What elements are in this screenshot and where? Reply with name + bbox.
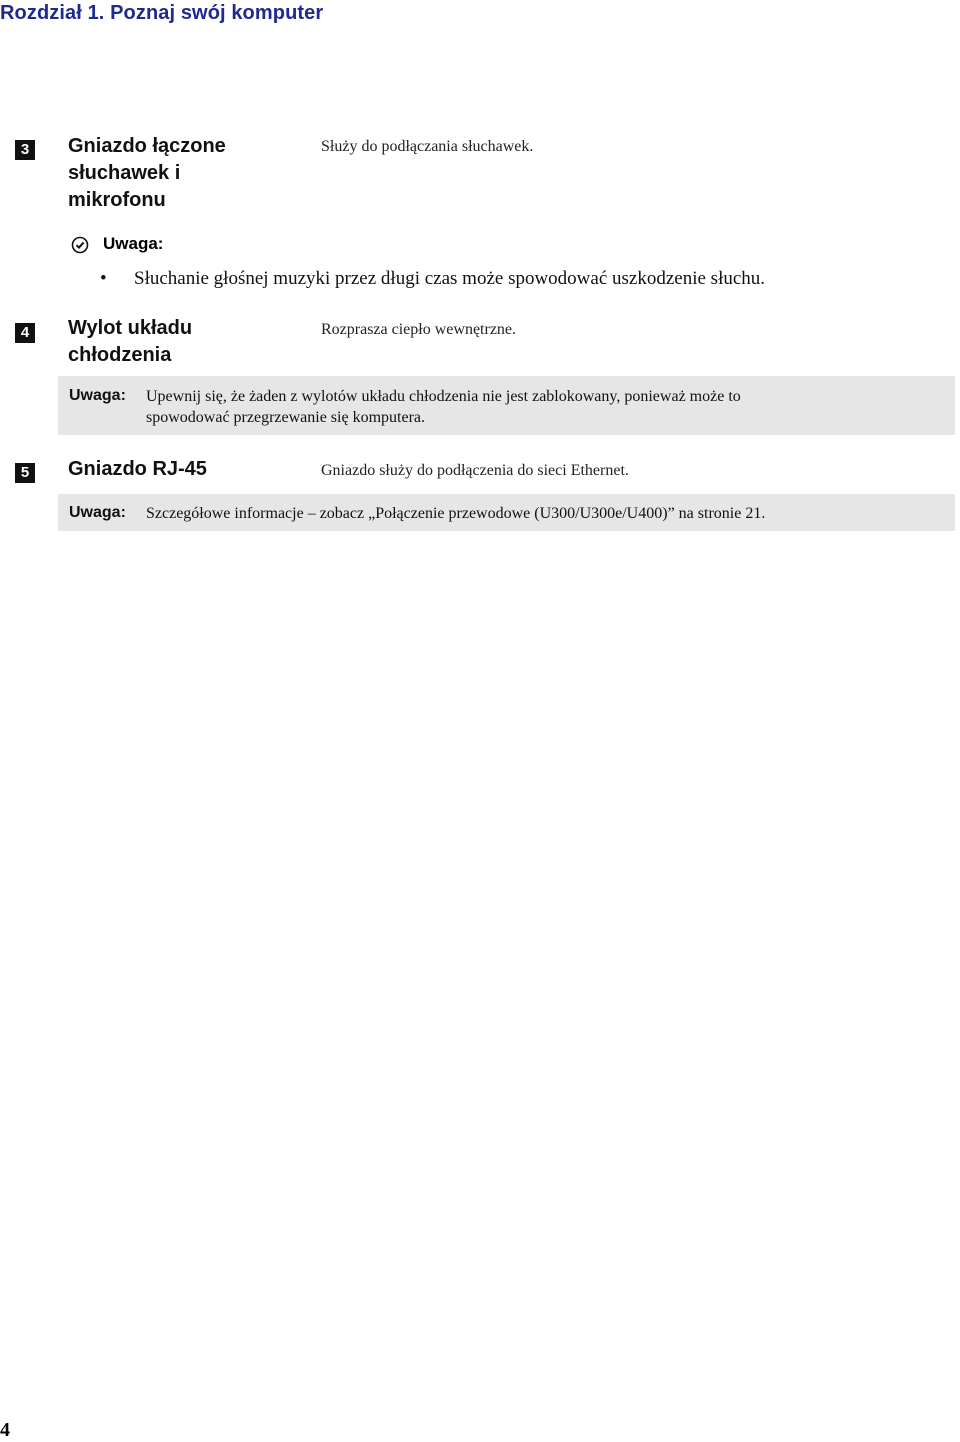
item-description: Służy do podłączania słuchawek. [321, 138, 534, 155]
item-description: Gniazdo służy do podłączenia do sieci Ethernet. [321, 462, 629, 479]
note-box [58, 494, 955, 531]
item-title [68, 133, 226, 214]
note-bullet-item [100, 268, 765, 290]
note-icon [71, 236, 89, 254]
note-box-label: Uwaga: [69, 504, 126, 521]
note-box-label: Uwaga: [69, 387, 126, 404]
item-number-badge: 3 [15, 140, 35, 160]
note-box-text [146, 503, 765, 524]
item-title [68, 315, 192, 369]
item-title-line: słuchawek i [68, 162, 181, 184]
item-title-line: chłodzenia [68, 344, 172, 366]
item-title-line: mikrofonu [68, 189, 166, 211]
page-number: 4 [0, 1419, 10, 1441]
note-bullet-text: Słuchanie głośnej muzyki przez długi czas może spowodować uszkodzenie słuchu. [134, 268, 766, 289]
note-label: Uwaga: [103, 234, 164, 253]
item-title-line: Wylot układu [68, 317, 193, 339]
note-box-text [146, 386, 741, 428]
item-number-badge: 5 [15, 463, 35, 483]
note-box-text-line: Szczegółowe informacje – zobacz „Połączenie przewodowe (U300/U300e/U400)” na stronie 21. [146, 505, 766, 522]
note-box-text-line: Upewnij się, że żaden z wylotów układu chłodzenia nie jest zablokowany, ponieważ może to [146, 388, 741, 405]
item-title-line: Gniazdo RJ-45 [68, 458, 207, 480]
bullet-glyph: • [100, 268, 107, 289]
chapter-title: Rozdział 1. Poznaj swój komputer [0, 2, 324, 24]
item-number-badge: 4 [15, 323, 35, 343]
note-box-text-line: spowodować przegrzewanie się komputera. [146, 409, 425, 426]
item-title [68, 456, 207, 483]
note-box [58, 376, 955, 435]
item-title-line: Gniazdo łączone [68, 135, 226, 157]
item-description: Rozprasza ciepło wewnętrzne. [321, 321, 517, 338]
